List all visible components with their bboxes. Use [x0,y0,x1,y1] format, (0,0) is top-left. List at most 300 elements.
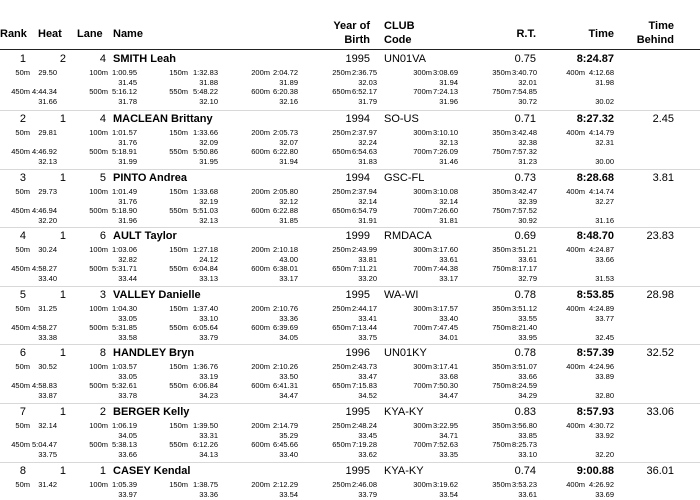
split-distance-label: 100m [89,187,108,196]
lap-time: 32.20 [38,216,57,225]
split-distance-label: 600m [251,440,270,449]
lap-time: 33.17 [439,274,458,283]
lap-time: 31.23 [518,157,537,166]
lap-time: 31.96 [118,216,137,225]
split-time: 29.50 [38,68,57,77]
split-distance-label: 250m [332,421,351,430]
lap-time: 34.23 [199,391,218,400]
lap-time: 32.27 [595,197,614,206]
rank-value: 1 [19,53,26,65]
lap-time: 33.20 [358,274,377,283]
split-time: 3:17.41 [432,362,458,371]
split-distance-label: 200m [251,362,270,371]
split-distance-label: 300m [413,421,432,430]
split-distance-label: 650m [332,87,351,96]
split-time: 6:52.17 [351,87,377,96]
lap-time: 34.47 [439,391,458,400]
lap-time: 30.00 [595,157,614,166]
split-distance-label: 50m [15,362,30,371]
time-behind: 33.06 [646,406,674,418]
split-distance-label: 700m [413,147,432,156]
lap-time: 31.83 [358,157,377,166]
split-time: 5:16.12 [111,87,137,96]
split-distance-label: 250m [332,245,351,254]
lap-time: 31.99 [118,157,137,166]
split-distance-label: 100m [89,128,108,137]
split-distance-label: 700m [413,323,432,332]
header-code: Code [384,34,412,46]
athlete-name: SMITH Leah [113,53,176,65]
split-distance-label: 650m [332,381,351,390]
reaction-time: 0.71 [514,113,536,125]
split-time: 2:43.99 [351,245,377,254]
reaction-time: 0.78 [514,347,536,359]
split-distance-label: 100m [89,68,108,77]
time-behind: 32.52 [646,347,674,359]
heat-value: 1 [59,406,66,418]
split-distance-label: 500m [89,264,108,273]
lane-value: 3 [99,289,106,301]
split-time: 4:14.79 [588,128,614,137]
lap-time: 33.89 [595,372,614,381]
lap-time: 32.03 [358,78,377,87]
lap-time: 31.79 [358,97,377,106]
lap-time: 32.19 [199,197,218,206]
lap-time: 33.40 [279,450,298,459]
split-time: 1:27.18 [192,245,218,254]
lap-time: 32.20 [595,450,614,459]
split-time: 5:51.03 [192,206,218,215]
final-time: 9:00.88 [576,465,614,477]
split-time: 1:03.06 [111,245,137,254]
lap-time: 32.12 [279,197,298,206]
split-time: 7:26.09 [432,147,458,156]
split-distance-label: 50m [15,128,30,137]
lap-time: 31.96 [439,97,458,106]
club-code: KYA-KY [384,406,424,418]
split-time: 2:10.76 [272,304,298,313]
split-time: 30.52 [38,362,57,371]
result-divider [0,227,700,228]
split-distance-label: 250m [332,304,351,313]
lap-time: 33.36 [199,490,218,499]
split-time: 4:58.27 [31,323,57,332]
lap-time: 33.40 [439,314,458,323]
split-time: 7:57.32 [511,147,537,156]
lap-time: 33.92 [595,431,614,440]
split-time: 3:51.07 [511,362,537,371]
split-time: 30.24 [38,245,57,254]
split-distance-label: 500m [89,206,108,215]
lane-value: 5 [99,172,106,184]
split-distance-label: 650m [332,147,351,156]
split-time: 1:37.40 [192,304,218,313]
split-time: 8:17.17 [511,264,537,273]
lap-time: 31.53 [595,274,614,283]
split-distance-label: 500m [89,87,108,96]
result-divider [0,169,700,170]
lap-time: 35.29 [279,431,298,440]
split-time: 4:30.72 [588,421,614,430]
split-time: 5:31.71 [111,264,137,273]
split-time: 6:41.31 [272,381,298,390]
heat-value: 1 [59,172,66,184]
split-time: 3:42.47 [511,187,537,196]
result-divider [0,286,700,287]
split-time: 7:54.85 [511,87,537,96]
result-divider [0,110,700,111]
split-distance-label: 750m [492,381,511,390]
lap-time: 34.71 [439,431,458,440]
athlete-name: BERGER Kelly [113,406,190,418]
split-distance-label: 550m [169,206,188,215]
split-time: 4:24.87 [588,245,614,254]
split-time: 7:19.28 [351,440,377,449]
split-distance-label: 200m [251,480,270,489]
split-time: 3:51.12 [511,304,537,313]
split-distance-label: 550m [169,323,188,332]
split-distance-label: 400m [566,304,585,313]
split-time: 7:47.45 [432,323,458,332]
split-time: 6:06.84 [192,381,218,390]
split-distance-label: 150m [169,128,188,137]
lane-value: 4 [99,113,106,125]
split-time: 6:04.84 [192,264,218,273]
split-time: 2:37.97 [351,128,377,137]
lap-time: 33.79 [199,333,218,342]
header-rt: R.T. [516,28,536,40]
split-distance-label: 350m [492,304,511,313]
split-time: 2:46.08 [351,480,377,489]
lap-time: 33.35 [439,450,458,459]
lap-time: 32.38 [518,138,537,147]
lap-time: 33.75 [38,450,57,459]
athlete-name: AULT Taylor [113,230,177,242]
split-distance-label: 400m [566,68,585,77]
lap-time: 33.95 [518,333,537,342]
split-time: 1:05.39 [111,480,137,489]
split-time: 2:10.18 [272,245,298,254]
club-code: GSC-FL [384,172,425,184]
lap-time: 33.61 [439,255,458,264]
split-distance-label: 350m [492,187,511,196]
split-time: 1:00.95 [111,68,137,77]
split-distance-label: 750m [492,323,511,332]
split-distance-label: 450m [11,323,30,332]
lap-time: 33.54 [439,490,458,499]
lane-value: 1 [99,465,106,477]
split-distance-label: 100m [89,304,108,313]
split-time: 32.14 [38,421,57,430]
lap-time: 34.29 [518,391,537,400]
lap-time: 33.36 [279,314,298,323]
lane-value: 4 [99,53,106,65]
split-distance-label: 200m [251,68,270,77]
split-time: 6:54.63 [351,147,377,156]
split-distance-label: 200m [251,245,270,254]
lap-time: 32.13 [439,138,458,147]
club-code: UN01KY [384,347,427,359]
lap-time: 33.66 [595,255,614,264]
lap-time: 33.61 [518,490,537,499]
lap-time: 31.98 [595,78,614,87]
split-distance-label: 200m [251,421,270,430]
result-divider [0,462,700,463]
lap-time: 30.92 [518,216,537,225]
split-time: 7:57.52 [511,206,537,215]
lap-time: 31.91 [358,216,377,225]
header-name: Name [113,28,143,40]
lap-time: 24.12 [199,255,218,264]
rank-value: 3 [19,172,26,184]
split-distance-label: 400m [566,362,585,371]
split-time: 1:33.68 [192,187,218,196]
lap-time: 33.78 [118,391,137,400]
lap-time: 32.31 [595,138,614,147]
split-distance-label: 150m [169,304,188,313]
split-distance-label: 550m [169,440,188,449]
split-time: 5:18.91 [111,147,137,156]
lap-time: 31.46 [439,157,458,166]
lap-time: 34.47 [279,391,298,400]
lap-time: 33.13 [199,274,218,283]
lap-time: 33.40 [38,274,57,283]
birth-year: 1995 [345,465,370,477]
lap-time: 33.19 [199,372,218,381]
split-distance-label: 700m [413,206,432,215]
header-birth: Birth [344,34,370,46]
lap-time: 31.89 [279,78,298,87]
lap-time: 33.66 [118,450,137,459]
club-code: RMDACA [384,230,432,242]
split-time: 2:04.72 [272,68,298,77]
split-time: 1:36.76 [192,362,218,371]
split-time: 3:19.62 [432,480,458,489]
split-time: 6:05.64 [192,323,218,332]
split-time: 7:15.83 [351,381,377,390]
split-time: 1:39.50 [192,421,218,430]
birth-year: 1995 [345,406,370,418]
split-time: 3:56.80 [511,421,537,430]
lap-time: 33.55 [518,314,537,323]
header-lane: Lane [77,28,103,40]
split-distance-label: 300m [413,480,432,489]
lap-time: 33.69 [595,490,614,499]
split-distance-label: 450m [11,381,30,390]
split-distance-label: 250m [332,128,351,137]
rank-value: 7 [19,406,26,418]
split-distance-label: 350m [492,68,511,77]
lap-time: 31.94 [279,157,298,166]
heat-value: 1 [59,113,66,125]
lap-time: 34.01 [439,333,458,342]
split-time: 4:12.68 [588,68,614,77]
split-distance-label: 350m [492,480,511,489]
split-distance-label: 450m [11,147,30,156]
split-distance-label: 150m [169,68,188,77]
split-distance-label: 350m [492,245,511,254]
split-time: 4:58.27 [31,264,57,273]
athlete-name: PINTO Andrea [113,172,187,184]
birth-year: 1996 [345,347,370,359]
split-distance-label: 100m [89,480,108,489]
lap-time: 31.76 [118,197,137,206]
lap-time: 33.54 [279,490,298,499]
split-distance-label: 550m [169,147,188,156]
split-time: 2:14.79 [272,421,298,430]
split-distance-label: 700m [413,440,432,449]
split-time: 7:44.38 [432,264,458,273]
heat-value: 1 [59,465,66,477]
split-time: 3:40.70 [511,68,537,77]
split-time: 6:39.69 [272,323,298,332]
lap-time: 33.17 [279,274,298,283]
split-distance-label: 200m [251,128,270,137]
split-distance-label: 200m [251,304,270,313]
lap-time: 32.14 [358,197,377,206]
split-time: 3:17.57 [432,304,458,313]
split-time: 4:44.34 [31,87,57,96]
lap-time: 33.05 [118,314,137,323]
split-time: 5:48.22 [192,87,218,96]
split-distance-label: 700m [413,87,432,96]
split-time: 2:10.26 [272,362,298,371]
split-time: 8:21.40 [511,323,537,332]
lap-time: 31.78 [118,97,137,106]
lap-time: 34.05 [279,333,298,342]
split-time: 8:24.59 [511,381,537,390]
split-distance-label: 300m [413,128,432,137]
athlete-name: VALLEY Danielle [113,289,201,301]
split-time: 4:46.92 [31,147,57,156]
split-time: 3:51.21 [511,245,537,254]
lap-time: 33.87 [38,391,57,400]
split-distance-label: 450m [11,264,30,273]
lap-time: 33.62 [358,450,377,459]
split-distance-label: 350m [492,362,511,371]
split-time: 7:13.44 [351,323,377,332]
lap-time: 31.76 [118,138,137,147]
split-time: 7:11.21 [352,264,377,273]
split-time: 29.81 [38,128,57,137]
split-time: 2:43.73 [351,362,377,371]
birth-year: 1995 [345,53,370,65]
split-distance-label: 650m [332,264,351,273]
lap-time: 32.13 [38,157,57,166]
split-distance-label: 750m [492,87,511,96]
club-code: KYA-KY [384,465,424,477]
split-distance-label: 50m [15,68,30,77]
split-time: 3:08.69 [432,68,458,77]
split-distance-label: 150m [169,480,188,489]
split-time: 4:26.92 [588,480,614,489]
header-time-behind-top: Time [648,20,674,32]
lap-time: 31.45 [118,78,137,87]
split-distance-label: 200m [251,187,270,196]
split-time: 2:37.94 [351,187,377,196]
split-time: 5:50.86 [192,147,218,156]
final-time: 8:27.32 [576,113,614,125]
split-time: 3:22.95 [432,421,458,430]
header-club: CLUB [384,20,415,32]
split-distance-label: 600m [251,323,270,332]
split-distance-label: 500m [89,147,108,156]
split-distance-label: 750m [492,147,511,156]
lap-time: 33.44 [118,274,137,283]
split-distance-label: 600m [251,381,270,390]
header-heat: Heat [38,28,62,40]
lap-time: 31.66 [38,97,57,106]
lap-time: 32.14 [439,197,458,206]
split-distance-label: 600m [251,147,270,156]
split-distance-label: 600m [251,87,270,96]
split-distance-label: 350m [492,421,511,430]
split-time: 5:18.90 [111,206,137,215]
split-time: 5:04.47 [31,440,57,449]
header-rank: Rank [0,28,27,40]
split-distance-label: 550m [169,381,188,390]
lap-time: 30.72 [518,97,537,106]
lap-time: 32.07 [279,138,298,147]
split-distance-label: 250m [332,480,351,489]
split-distance-label: 150m [169,245,188,254]
split-distance-label: 450m [11,440,30,449]
split-distance-label: 500m [89,381,108,390]
time-behind: 2.45 [652,113,674,125]
final-time: 8:48.70 [576,230,614,242]
lap-time: 32.09 [199,138,218,147]
lap-time: 33.47 [358,372,377,381]
split-distance-label: 500m [89,440,108,449]
split-time: 4:14.74 [588,187,614,196]
split-time: 3:53.23 [511,480,537,489]
club-code: WA-WI [384,289,419,301]
rank-value: 5 [19,289,26,301]
split-time: 5:32.61 [111,381,137,390]
athlete-name: MACLEAN Brittany [113,113,213,125]
split-distance-label: 600m [251,206,270,215]
split-distance-label: 400m [566,245,585,254]
split-time: 4:46.94 [31,206,57,215]
birth-year: 1995 [345,289,370,301]
lap-time: 33.81 [358,255,377,264]
rank-value: 4 [19,230,26,242]
split-time: 1:01.57 [111,128,137,137]
split-distance-label: 750m [492,206,511,215]
header-time: Time [588,28,614,40]
split-distance-label: 150m [169,421,188,430]
split-distance-label: 650m [332,323,351,332]
lap-time: 33.85 [518,431,537,440]
split-distance-label: 50m [15,245,30,254]
split-distance-label: 250m [332,362,351,371]
lap-time: 33.75 [358,333,377,342]
rank-value: 6 [19,347,26,359]
reaction-time: 0.74 [514,465,536,477]
split-time: 1:06.19 [111,421,137,430]
birth-year: 1994 [345,113,370,125]
split-time: 2:48.24 [351,421,377,430]
split-time: 2:05.80 [272,187,298,196]
split-time: 2:12.29 [272,480,298,489]
split-distance-label: 550m [169,87,188,96]
split-distance-label: 250m [332,187,351,196]
reaction-time: 0.73 [514,172,536,184]
lap-time: 32.24 [358,138,377,147]
time-behind: 28.98 [646,289,674,301]
split-time: 2:36.75 [351,68,377,77]
header-divider [0,49,700,50]
